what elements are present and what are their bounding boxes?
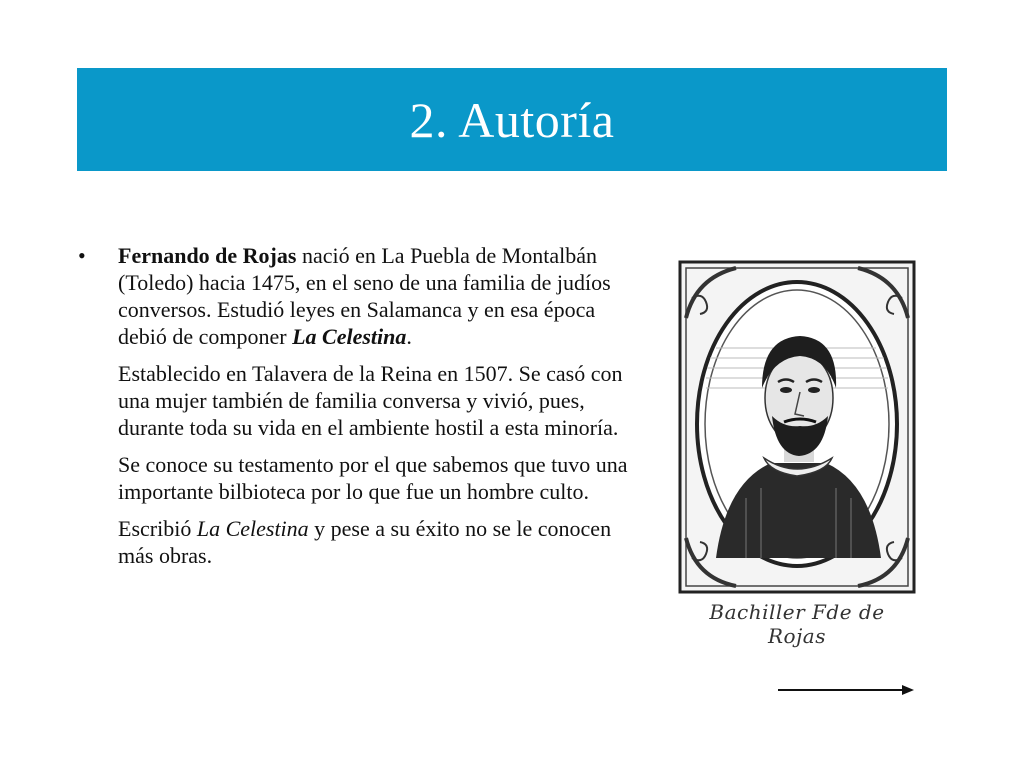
paragraph-works-text-1: Escribió (118, 516, 197, 541)
portrait-engraving (676, 258, 918, 648)
title-bar (77, 68, 947, 171)
work-title: La Celestina (292, 324, 407, 349)
paragraph-testament: Se conoce su testamento por el que sabemos que tuvo una importante bilbioteca por lo que fue un hombre culto. (118, 452, 628, 504)
right-arrow-icon (776, 682, 916, 698)
slide-body (78, 242, 638, 579)
paragraph-birth (118, 242, 638, 350)
work-title-italic: La Celestina (196, 516, 309, 541)
paragraph-talavera: Establecido en Talavera de la Reina en 1507. Se casó con una mujer también de familia conversa y vivió, pues, durante toda su vida en el ambiente hostil a esta minoría. (118, 361, 623, 440)
bullet-marker: • (78, 243, 86, 268)
portrait-icon (676, 258, 918, 638)
author-name: Fernando de Rojas (118, 243, 297, 268)
paragraph-works (118, 515, 638, 569)
portrait-caption: Bachiller Fde de Rojas (709, 600, 885, 648)
next-slide-arrow[interactable] (776, 682, 916, 698)
paragraph-birth-text-2: . (406, 324, 412, 349)
paragraph-birth-text-1: nació en La Puebla de Montalbán (Toledo) hacia 1475, en el seno de una familia de judíos conversos. Estudió leyes en Salamanca y en esa época debió de componer (118, 243, 611, 349)
slide-title: 2. Autoría (409, 91, 615, 148)
paragraph-works-text-2: y pese a su éxito no se le conocen más obras. (118, 516, 612, 568)
